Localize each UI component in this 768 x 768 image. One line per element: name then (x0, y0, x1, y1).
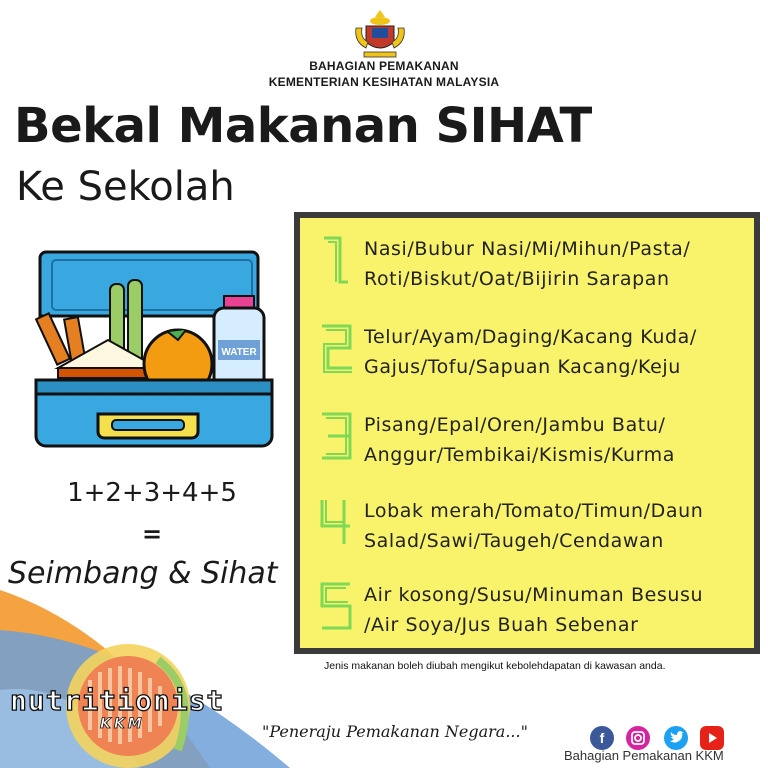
page-title: Bekal Makanan SIHAT (14, 98, 592, 154)
instagram-icon[interactable] (626, 726, 650, 750)
number-4-icon (316, 494, 356, 550)
agency-line-2: KEMENTERIAN KESIHATAN MALAYSIA (268, 75, 500, 89)
number-2-icon (316, 320, 356, 376)
slogan: "Peneraju Pemakanan Negara..." (262, 722, 528, 741)
agency-name (0, 58, 768, 90)
number-5-icon (316, 578, 356, 634)
food-group-5-line-1: Air kosong/Susu/Minuman Besusu (364, 584, 704, 606)
food-group-4-line-2: Salad/Sawi/Taugeh/Cendawan (364, 530, 664, 552)
youtube-icon[interactable] (700, 726, 724, 750)
lunchbox-icon (28, 244, 280, 456)
water-label: WATER (221, 347, 257, 358)
formula-result: Seimbang & Sihat (8, 556, 278, 591)
food-groups-panel (294, 212, 760, 654)
food-group-5-line-2: /Air Soya/Jus Buah Sebenar (364, 614, 639, 636)
malaysia-crest-icon (352, 8, 408, 60)
availability-note: Jenis makanan boleh diubah mengikut kebolehdapatan di kawasan anda. (324, 660, 666, 672)
agency-line-1: BAHAGIAN PEMAKANAN (309, 59, 459, 73)
food-group-1-line-1: Nasi/Bubur Nasi/Mi/Mihun/Pasta/ (364, 238, 691, 260)
nutritionist-logo-subtext: KKM (100, 716, 145, 732)
formula-expression: 1+2+3+4+5 (67, 478, 237, 508)
food-group-3-line-1: Pisang/Epal/Oren/Jambu Batu/ (364, 414, 666, 436)
number-3-icon (316, 408, 356, 464)
food-group-2-line-1: Telur/Ayam/Daging/Kacang Kuda/ (364, 326, 697, 348)
nutritionist-logo-text: nutritionist (10, 684, 225, 717)
formula-equals: = (141, 520, 163, 548)
food-group-2-line-2: Gajus/Tofu/Sapuan Kacang/Keju (364, 356, 681, 378)
food-group-4-line-1: Lobak merah/Tomato/Timun/Daun (364, 500, 704, 522)
food-group-3-line-2: Anggur/Tembikai/Kismis/Kurma (364, 444, 676, 466)
page-subtitle: Ke Sekolah (16, 164, 235, 210)
food-group-1-line-2: Roti/Biskut/Oat/Bijirin Sarapan (364, 268, 670, 290)
twitter-icon[interactable] (664, 726, 688, 750)
social-handle: Bahagian Pemakanan KKM (564, 748, 724, 763)
number-1-icon (316, 232, 356, 288)
facebook-icon[interactable]: f (590, 726, 614, 750)
